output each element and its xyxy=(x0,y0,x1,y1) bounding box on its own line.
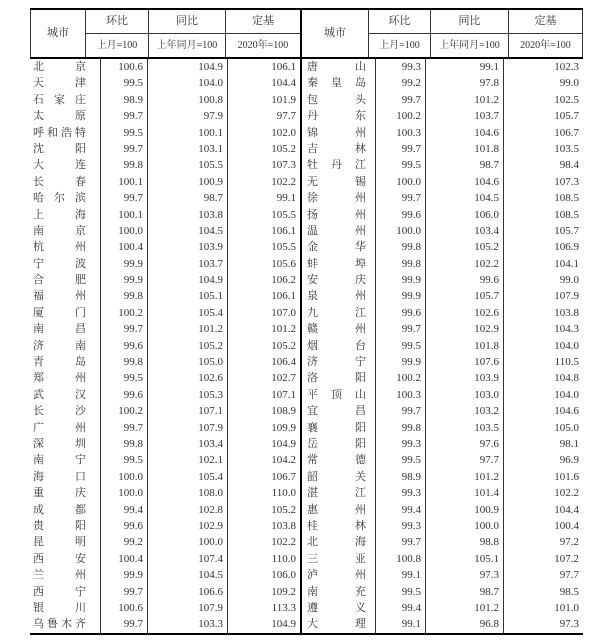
city-cell: 平顶山 xyxy=(300,387,375,403)
city-cell: 海口 xyxy=(33,470,86,483)
subheader-mom-base-left: 上月=100 xyxy=(85,34,148,57)
table-header xyxy=(30,8,583,59)
city-cell: 青岛 xyxy=(33,356,86,369)
yoy-index-cell: 106.6 xyxy=(147,584,227,600)
fixed-base-index-cell: 109.2 xyxy=(227,584,300,600)
city-cell: 岳阳 xyxy=(300,436,375,452)
mom-index-cell: 99.8 xyxy=(100,436,147,452)
yoy-index-cell: 105.3 xyxy=(147,387,227,403)
mom-index-cell: 99.7 xyxy=(375,190,425,206)
fixed-base-index-cell: 103.5 xyxy=(503,141,583,157)
city-cell: 赣州 xyxy=(300,321,375,337)
yoy-index-cell: 98.7 xyxy=(425,584,503,600)
mom-index-cell: 99.3 xyxy=(375,59,425,75)
fixed-base-index-cell: 103.8 xyxy=(227,518,300,534)
city-cell: 烟台 xyxy=(300,338,375,354)
city-cell: 济南 xyxy=(33,339,86,352)
subheader-fixed-base-right: 2020年=100 xyxy=(508,34,583,57)
yoy-index-cell: 105.2 xyxy=(147,338,227,354)
fixed-base-index-cell: 104.4 xyxy=(503,502,583,518)
mom-index-cell: 100.6 xyxy=(100,59,147,75)
mom-index-cell: 99.7 xyxy=(100,108,147,124)
mom-index-cell: 100.2 xyxy=(100,305,147,321)
city-cell: 牡丹江 xyxy=(300,157,375,173)
city-cell: 南昌 xyxy=(33,323,86,336)
city-cell: 贵阳 xyxy=(33,519,86,532)
fixed-base-index-cell: 105.2 xyxy=(227,141,300,157)
table-body xyxy=(30,59,583,635)
city-cell: 银川 xyxy=(33,601,86,614)
yoy-index-cell: 96.8 xyxy=(425,616,503,632)
city-cell: 湛江 xyxy=(300,485,375,501)
city-cell: 扬州 xyxy=(300,207,375,223)
yoy-index-cell: 103.4 xyxy=(425,223,503,239)
subheader-fixed-base-left: 2020年=100 xyxy=(225,34,300,57)
yoy-index-cell: 100.8 xyxy=(147,92,227,108)
yoy-index-cell: 106.0 xyxy=(425,207,503,223)
city-cell: 徐州 xyxy=(300,190,375,206)
mom-index-cell: 100.2 xyxy=(375,108,425,124)
mom-index-cell: 99.5 xyxy=(100,125,147,141)
mom-index-cell: 99.6 xyxy=(375,305,425,321)
mom-index-cell: 99.5 xyxy=(375,584,425,600)
fixed-base-index-cell: 110.0 xyxy=(227,551,300,567)
mom-index-cell: 99.8 xyxy=(375,420,425,436)
yoy-index-cell: 104.5 xyxy=(147,223,227,239)
mom-index-cell: 99.9 xyxy=(375,288,425,304)
mom-index-cell: 98.9 xyxy=(375,469,425,485)
yoy-index-cell: 101.2 xyxy=(147,321,227,337)
fixed-base-index-cell: 98.1 xyxy=(503,436,583,452)
fixed-base-index-cell: 105.0 xyxy=(503,420,583,436)
mom-index-cell: 99.1 xyxy=(375,616,425,632)
city-cell: 蚌埠 xyxy=(300,256,375,272)
fixed-base-index-cell: 107.9 xyxy=(503,288,583,304)
mom-index-cell: 99.9 xyxy=(100,256,147,272)
header-city-left: 城市 xyxy=(30,10,85,57)
fixed-base-index-cell: 110.0 xyxy=(227,485,300,501)
mom-index-cell: 99.7 xyxy=(100,321,147,337)
city-cell: 长春 xyxy=(33,175,86,188)
fixed-base-index-cell: 102.2 xyxy=(503,485,583,501)
city-cell: 南充 xyxy=(300,584,375,600)
city-cell: 福州 xyxy=(33,290,86,303)
fixed-base-index-cell: 106.1 xyxy=(227,288,300,304)
yoy-index-cell: 103.4 xyxy=(147,436,227,452)
city-cell: 呼和浩特 xyxy=(33,126,86,139)
fixed-base-index-cell: 98.5 xyxy=(503,584,583,600)
mom-index-cell: 99.3 xyxy=(375,436,425,452)
city-cell: 广州 xyxy=(33,421,86,434)
city-cell: 宜昌 xyxy=(300,403,375,419)
yoy-index-cell: 105.7 xyxy=(425,288,503,304)
fixed-base-index-cell: 105.5 xyxy=(227,239,300,255)
city-cell: 沈阳 xyxy=(33,142,86,155)
mom-index-cell: 99.2 xyxy=(375,75,425,91)
yoy-index-cell: 103.0 xyxy=(425,387,503,403)
yoy-index-cell: 105.5 xyxy=(147,157,227,173)
fixed-base-index-cell: 105.7 xyxy=(503,223,583,239)
fixed-base-index-cell: 107.3 xyxy=(227,157,300,173)
fixed-base-index-cell: 102.2 xyxy=(227,174,300,190)
fixed-base-index-cell: 101.6 xyxy=(503,469,583,485)
mom-index-cell: 100.0 xyxy=(375,223,425,239)
city-cell: 泸州 xyxy=(300,567,375,583)
fixed-base-index-cell: 108.5 xyxy=(503,190,583,206)
fixed-base-index-cell: 102.5 xyxy=(503,92,583,108)
yoy-index-cell: 97.7 xyxy=(425,452,503,468)
city-cell: 太原 xyxy=(33,110,86,123)
fixed-base-index-cell: 99.1 xyxy=(227,190,300,206)
fixed-base-index-cell: 105.6 xyxy=(227,256,300,272)
yoy-index-cell: 107.9 xyxy=(147,420,227,436)
fixed-base-index-cell: 96.9 xyxy=(503,452,583,468)
fixed-base-index-cell: 104.0 xyxy=(503,387,583,403)
mom-index-cell: 99.7 xyxy=(375,321,425,337)
yoy-index-cell: 97.9 xyxy=(147,108,227,124)
mom-index-cell: 100.1 xyxy=(100,207,147,223)
header-yoy-right: 同比 xyxy=(430,10,508,34)
mom-index-cell: 99.7 xyxy=(100,420,147,436)
mom-index-cell: 99.4 xyxy=(375,502,425,518)
fixed-base-index-cell: 100.4 xyxy=(503,518,583,534)
city-cell: 成都 xyxy=(33,503,86,516)
fixed-base-index-cell: 107.2 xyxy=(503,551,583,567)
yoy-index-cell: 102.6 xyxy=(425,305,503,321)
yoy-index-cell: 107.1 xyxy=(147,403,227,419)
fixed-base-index-cell: 106.9 xyxy=(503,239,583,255)
fixed-base-index-cell: 113.3 xyxy=(227,600,300,616)
city-cell: 安庆 xyxy=(300,272,375,288)
city-cell: 金华 xyxy=(300,239,375,255)
city-cell: 南京 xyxy=(33,224,86,237)
yoy-index-cell: 107.9 xyxy=(147,600,227,616)
city-cell: 武汉 xyxy=(33,388,86,401)
yoy-index-cell: 104.0 xyxy=(147,75,227,91)
city-cell: 深圳 xyxy=(33,437,86,450)
fixed-base-index-cell: 97.3 xyxy=(503,616,583,632)
fixed-base-index-cell: 104.8 xyxy=(503,370,583,386)
city-cell: 泉州 xyxy=(300,288,375,304)
fixed-base-index-cell: 106.4 xyxy=(227,354,300,370)
city-cell: 锦州 xyxy=(300,125,375,141)
fixed-base-index-cell: 103.8 xyxy=(503,305,583,321)
fixed-base-index-cell: 104.9 xyxy=(227,436,300,452)
fixed-base-index-cell: 104.1 xyxy=(503,256,583,272)
mom-index-cell: 100.0 xyxy=(100,223,147,239)
mom-index-cell: 98.9 xyxy=(100,92,147,108)
yoy-index-cell: 97.6 xyxy=(425,436,503,452)
header-yoy-left: 同比 xyxy=(148,10,225,34)
city-cell: 北海 xyxy=(300,534,375,550)
header-fixed-base-right: 定基 xyxy=(508,10,583,34)
city-cell: 杭州 xyxy=(33,241,86,254)
yoy-index-cell: 102.9 xyxy=(147,518,227,534)
mom-index-cell: 99.8 xyxy=(375,256,425,272)
header-city-right: 城市 xyxy=(300,10,368,57)
city-cell: 哈尔滨 xyxy=(33,192,86,205)
yoy-index-cell: 108.0 xyxy=(147,485,227,501)
mom-index-cell: 100.3 xyxy=(375,125,425,141)
yoy-index-cell: 101.8 xyxy=(425,141,503,157)
fixed-base-index-cell: 104.4 xyxy=(227,75,300,91)
yoy-index-cell: 101.8 xyxy=(425,338,503,354)
fixed-base-index-cell: 107.1 xyxy=(227,387,300,403)
fixed-base-index-cell: 102.3 xyxy=(503,59,583,75)
subheader-mom-base-right: 上月=100 xyxy=(368,34,430,57)
mom-index-cell: 100.2 xyxy=(375,370,425,386)
fixed-base-index-cell: 97.2 xyxy=(503,534,583,550)
city-cell: 石家庄 xyxy=(33,93,86,106)
mom-index-cell: 99.8 xyxy=(100,157,147,173)
city-cell: 温州 xyxy=(300,223,375,239)
mom-index-cell: 99.6 xyxy=(375,207,425,223)
yoy-index-cell: 107.6 xyxy=(425,354,503,370)
city-cell: 南宁 xyxy=(33,454,86,467)
mom-index-cell: 99.9 xyxy=(375,354,425,370)
city-cell: 天津 xyxy=(33,77,86,90)
fixed-base-index-cell: 106.1 xyxy=(227,223,300,239)
yoy-index-cell: 98.7 xyxy=(147,190,227,206)
yoy-index-cell: 105.2 xyxy=(425,239,503,255)
mom-index-cell: 100.0 xyxy=(375,174,425,190)
yoy-index-cell: 97.3 xyxy=(425,567,503,583)
fixed-base-index-cell: 98.4 xyxy=(503,157,583,173)
city-cell: 合肥 xyxy=(33,274,86,287)
city-cell: 襄阳 xyxy=(300,420,375,436)
mom-index-cell: 99.6 xyxy=(100,338,147,354)
mom-index-cell: 99.9 xyxy=(100,567,147,583)
fixed-base-index-cell: 102.7 xyxy=(227,370,300,386)
fixed-base-index-cell: 105.7 xyxy=(503,108,583,124)
header-mom-right: 环比 xyxy=(368,10,430,34)
yoy-index-cell: 100.1 xyxy=(147,125,227,141)
city-cell: 大理 xyxy=(300,616,375,632)
header-fixed-base-left: 定基 xyxy=(225,10,300,34)
fixed-base-index-cell: 101.0 xyxy=(503,600,583,616)
city-cell: 西宁 xyxy=(33,585,86,598)
fixed-base-index-cell: 106.7 xyxy=(503,125,583,141)
yoy-index-cell: 105.0 xyxy=(147,354,227,370)
subheader-yoy-base-left: 上年同月=100 xyxy=(148,34,225,57)
fixed-base-index-cell: 106.0 xyxy=(227,567,300,583)
mom-index-cell: 100.6 xyxy=(100,600,147,616)
mom-index-cell: 99.8 xyxy=(100,288,147,304)
city-cell: 大连 xyxy=(33,159,86,172)
city-cell: 韶关 xyxy=(300,469,375,485)
fixed-base-index-cell: 104.9 xyxy=(227,616,300,632)
yoy-index-cell: 99.1 xyxy=(425,59,503,75)
yoy-index-cell: 99.6 xyxy=(425,272,503,288)
city-cell: 长沙 xyxy=(33,405,86,418)
city-cell: 丹东 xyxy=(300,108,375,124)
mom-index-cell: 100.4 xyxy=(100,551,147,567)
city-cell: 郑州 xyxy=(33,372,86,385)
mom-index-cell: 99.9 xyxy=(100,272,147,288)
city-cell: 重庆 xyxy=(33,487,86,500)
mom-index-cell: 99.7 xyxy=(100,141,147,157)
fixed-base-index-cell: 106.1 xyxy=(227,59,300,75)
mom-index-cell: 99.7 xyxy=(375,92,425,108)
mom-index-cell: 99.7 xyxy=(100,584,147,600)
yoy-index-cell: 104.6 xyxy=(425,125,503,141)
mom-index-cell: 99.3 xyxy=(375,518,425,534)
city-cell: 遵义 xyxy=(300,600,375,616)
fixed-base-index-cell: 104.3 xyxy=(503,321,583,337)
fixed-base-index-cell: 107.3 xyxy=(503,174,583,190)
yoy-index-cell: 103.1 xyxy=(147,141,227,157)
fixed-base-index-cell: 99.0 xyxy=(503,75,583,91)
mom-index-cell: 100.1 xyxy=(100,174,147,190)
yoy-index-cell: 107.4 xyxy=(147,551,227,567)
fixed-base-index-cell: 97.7 xyxy=(503,567,583,583)
city-cell: 无锡 xyxy=(300,174,375,190)
fixed-base-index-cell: 108.5 xyxy=(503,207,583,223)
city-cell: 上海 xyxy=(33,208,86,221)
mom-index-cell: 99.7 xyxy=(375,403,425,419)
city-cell: 洛阳 xyxy=(300,370,375,386)
city-cell: 昆明 xyxy=(33,536,86,549)
city-cell: 惠州 xyxy=(300,502,375,518)
fixed-base-index-cell: 108.9 xyxy=(227,403,300,419)
yoy-index-cell: 102.9 xyxy=(425,321,503,337)
mom-index-cell: 99.8 xyxy=(100,354,147,370)
mom-index-cell: 99.5 xyxy=(100,75,147,91)
yoy-index-cell: 103.3 xyxy=(147,616,227,632)
city-cell: 西安 xyxy=(33,552,86,565)
mom-index-cell: 99.5 xyxy=(375,157,425,173)
mom-index-cell: 100.4 xyxy=(100,239,147,255)
fixed-base-index-cell: 107.0 xyxy=(227,305,300,321)
city-cell: 兰州 xyxy=(33,569,86,582)
fixed-base-index-cell: 99.0 xyxy=(503,272,583,288)
city-cell: 厦门 xyxy=(33,306,86,319)
fixed-base-index-cell: 101.9 xyxy=(227,92,300,108)
mom-index-cell: 99.7 xyxy=(375,534,425,550)
yoy-index-cell: 102.8 xyxy=(147,502,227,518)
yoy-index-cell: 100.0 xyxy=(425,518,503,534)
yoy-index-cell: 101.4 xyxy=(425,485,503,501)
yoy-index-cell: 103.5 xyxy=(425,420,503,436)
yoy-index-cell: 100.9 xyxy=(147,174,227,190)
mom-index-cell: 99.6 xyxy=(100,518,147,534)
city-cell: 宁波 xyxy=(33,257,86,270)
city-cell: 济宁 xyxy=(300,354,375,370)
yoy-index-cell: 102.2 xyxy=(425,256,503,272)
mom-index-cell: 99.7 xyxy=(100,616,147,632)
fixed-base-index-cell: 104.2 xyxy=(227,452,300,468)
fixed-base-index-cell: 110.5 xyxy=(503,354,583,370)
seventy-city-price-index-table xyxy=(30,8,583,635)
mom-index-cell: 100.8 xyxy=(375,551,425,567)
city-cell: 秦皇岛 xyxy=(300,75,375,91)
mom-index-cell: 100.0 xyxy=(100,485,147,501)
yoy-index-cell: 102.1 xyxy=(147,452,227,468)
yoy-index-cell: 103.2 xyxy=(425,403,503,419)
city-cell: 三亚 xyxy=(300,551,375,567)
yoy-index-cell: 105.4 xyxy=(147,305,227,321)
yoy-index-cell: 105.4 xyxy=(147,469,227,485)
yoy-index-cell: 101.2 xyxy=(425,92,503,108)
city-cell: 北京 xyxy=(33,61,86,73)
yoy-index-cell: 103.7 xyxy=(425,108,503,124)
city-cell: 包头 xyxy=(300,92,375,108)
yoy-index-cell: 104.5 xyxy=(147,567,227,583)
city-cell: 九江 xyxy=(300,305,375,321)
header-mom-left: 环比 xyxy=(85,10,148,34)
fixed-base-index-cell: 105.2 xyxy=(227,502,300,518)
yoy-index-cell: 103.9 xyxy=(147,239,227,255)
mom-index-cell: 99.2 xyxy=(100,534,147,550)
yoy-index-cell: 104.6 xyxy=(425,174,503,190)
mom-index-cell: 99.5 xyxy=(375,452,425,468)
yoy-index-cell: 101.2 xyxy=(425,469,503,485)
fixed-base-index-cell: 104.6 xyxy=(503,403,583,419)
yoy-index-cell: 104.5 xyxy=(425,190,503,206)
fixed-base-index-cell: 101.2 xyxy=(227,321,300,337)
mom-index-cell: 99.7 xyxy=(100,190,147,206)
yoy-index-cell: 102.6 xyxy=(147,370,227,386)
subheader-yoy-base-right: 上年同月=100 xyxy=(430,34,508,57)
yoy-index-cell: 105.1 xyxy=(425,551,503,567)
mom-index-cell: 99.4 xyxy=(375,600,425,616)
yoy-index-cell: 105.1 xyxy=(147,288,227,304)
fixed-base-index-cell: 104.0 xyxy=(503,338,583,354)
yoy-index-cell: 100.0 xyxy=(147,534,227,550)
city-cell: 吉林 xyxy=(300,141,375,157)
fixed-base-index-cell: 106.7 xyxy=(227,469,300,485)
mom-index-cell: 99.9 xyxy=(375,272,425,288)
mom-index-cell: 100.0 xyxy=(100,469,147,485)
fixed-base-index-cell: 102.2 xyxy=(227,534,300,550)
yoy-index-cell: 98.7 xyxy=(425,157,503,173)
yoy-index-cell: 104.9 xyxy=(147,272,227,288)
yoy-index-cell: 103.7 xyxy=(147,256,227,272)
fixed-base-index-cell: 102.0 xyxy=(227,125,300,141)
mom-index-cell: 99.8 xyxy=(375,239,425,255)
mom-index-cell: 99.1 xyxy=(375,567,425,583)
yoy-index-cell: 103.8 xyxy=(147,207,227,223)
mom-index-cell: 100.2 xyxy=(100,403,147,419)
mom-index-cell: 99.4 xyxy=(100,502,147,518)
yoy-index-cell: 97.8 xyxy=(425,75,503,91)
mom-index-cell: 99.3 xyxy=(375,485,425,501)
fixed-base-index-cell: 97.7 xyxy=(227,108,300,124)
mom-index-cell: 99.5 xyxy=(100,370,147,386)
fixed-base-index-cell: 106.2 xyxy=(227,272,300,288)
mom-index-cell: 99.6 xyxy=(100,387,147,403)
city-cell: 乌鲁木齐 xyxy=(33,618,86,631)
yoy-index-cell: 98.8 xyxy=(425,534,503,550)
yoy-index-cell: 101.2 xyxy=(425,600,503,616)
fixed-base-index-cell: 105.5 xyxy=(227,207,300,223)
mom-index-cell: 99.5 xyxy=(100,452,147,468)
yoy-index-cell: 100.9 xyxy=(425,502,503,518)
mom-index-cell: 99.5 xyxy=(375,338,425,354)
mom-index-cell: 99.7 xyxy=(375,141,425,157)
city-cell: 唐山 xyxy=(300,59,375,75)
mom-index-cell: 100.3 xyxy=(375,387,425,403)
city-cell: 常德 xyxy=(300,452,375,468)
yoy-index-cell: 103.9 xyxy=(425,370,503,386)
yoy-index-cell: 104.9 xyxy=(147,59,227,75)
fixed-base-index-cell: 105.2 xyxy=(227,338,300,354)
city-cell: 桂林 xyxy=(300,518,375,534)
fixed-base-index-cell: 109.9 xyxy=(227,420,300,436)
